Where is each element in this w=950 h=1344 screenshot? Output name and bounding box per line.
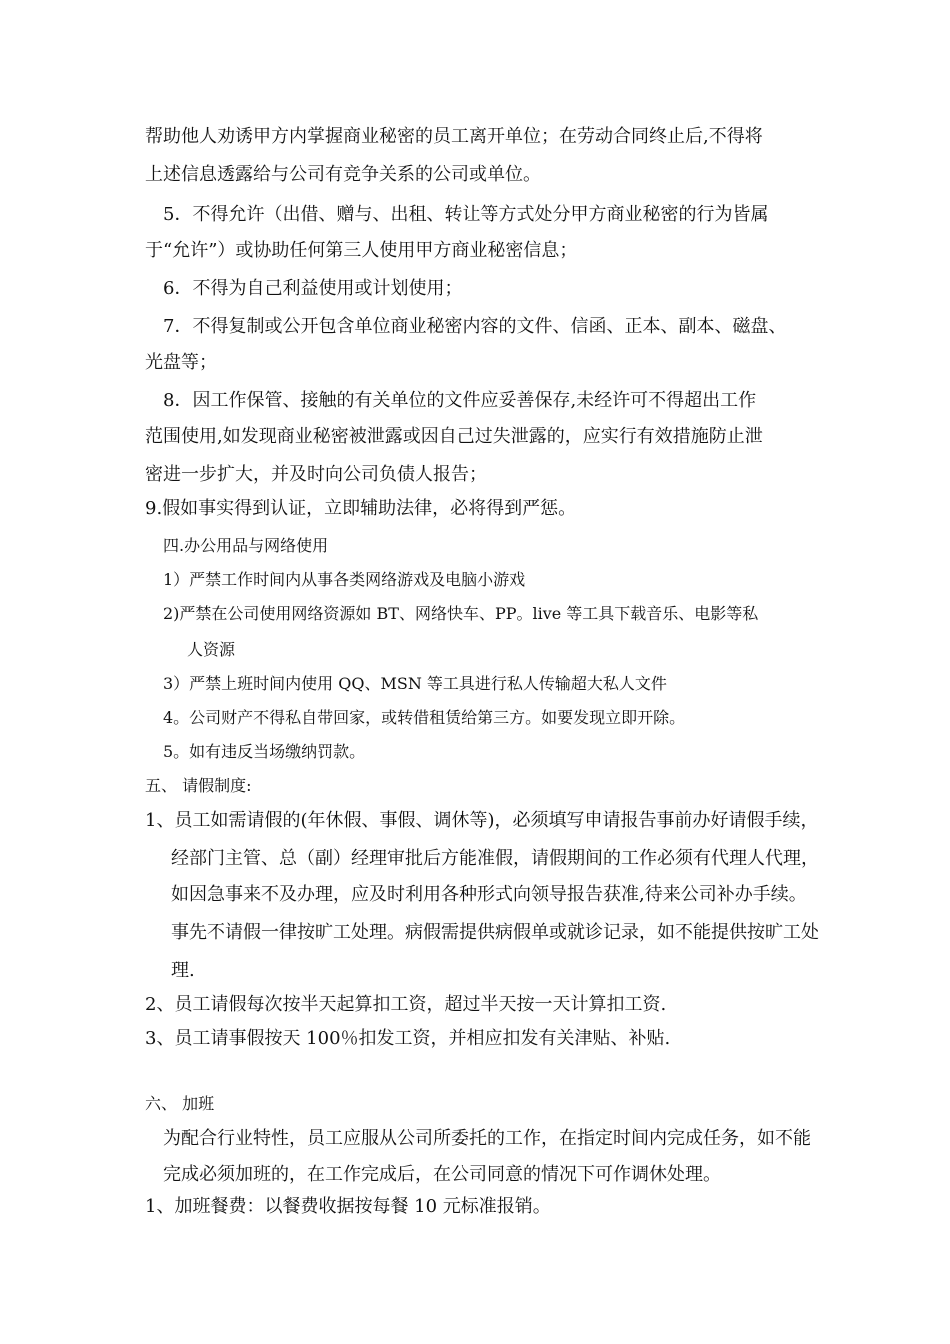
paragraph-line: 上述信息透露给与公司有竞争关系的公司或单位。 <box>145 164 541 185</box>
list-item-4: 4。公司财产不得私自带回家，或转借租赁给第三方。如要发现立即开除。 <box>163 708 686 727</box>
list-item-1-continued: 经部门主管、总（副）经理审批后方能准假，请假期间的工作必须有代理人代理， <box>171 848 819 869</box>
list-item-5: 5。如有违反当场缴纳罚款。 <box>163 742 366 761</box>
list-item-3: 3、员工请事假按天 100％扣发工资，并相应扣发有关津贴、补贴. <box>145 1028 671 1049</box>
list-item-2: 2)严禁在公司使用网络资源如 BT、网络快车、PP。live 等工具下载音乐、电影等私 <box>163 604 759 623</box>
list-item-7-continued: 光盘等； <box>145 352 217 373</box>
section-heading-six: 六、 加班 <box>145 1094 215 1113</box>
list-item-8-continued: 范围使用,如发现商业秘密被泄露或因自己过失泄露的，应实行有效措施防止泄 <box>145 426 763 447</box>
list-item-5: 5．不得允许（出借、赠与、出租、转让等方式处分甲方商业秘密的行为皆属 <box>163 204 769 225</box>
paragraph-line: 帮助他人劝诱甲方内掌握商业秘密的员工离开单位；在劳动合同终止后,不得将 <box>145 126 763 147</box>
list-item-7: 7．不得复制或公开包含单位商业秘密内容的文件、信函、正本、副本、磁盘、 <box>163 316 787 337</box>
list-item-1-continued: 如因急事来不及办理，应及时利用各种形式向领导报告获准,待来公司补办手续。 <box>171 884 807 905</box>
list-item-3: 3）严禁上班时间内使用 QQ、MSN 等工具进行私人传输超大私人文件 <box>163 674 667 693</box>
paragraph-line: 为配合行业特性，员工应服从公司所委托的工作，在指定时间内完成任务，如不能 <box>163 1128 811 1149</box>
list-item-1: 1、加班餐费：以餐费收据按每餐 10 元标准报销。 <box>145 1196 551 1217</box>
list-item-5-continued: 于“允许”）或协助任何第三人使用甲方商业秘密信息； <box>145 240 578 261</box>
list-item-9: 9.假如事实得到认证，立即辅助法律，必将得到严惩。 <box>145 498 577 519</box>
list-item-1-continued: 理. <box>171 960 195 981</box>
section-heading-four: 四.办公用品与网络使用 <box>163 536 329 555</box>
section-heading-five: 五、 请假制度: <box>145 776 252 795</box>
list-item-8-continued: 密进一步扩大，并及时向公司负债人报告； <box>145 464 487 485</box>
list-item-2: 2、员工请假每次按半天起算扣工资，超过半天按一天计算扣工资. <box>145 994 667 1015</box>
list-item-1: 1、员工如需请假的(年休假、事假、调休等)，必须填写申请报告事前办好请假手续， <box>145 810 819 831</box>
list-item-8: 8．因工作保管、接触的有关单位的文件应妥善保存,未经许可不得超出工作 <box>163 390 757 411</box>
list-item-1-continued: 事先不请假一律按旷工处理。病假需提供病假单或就诊记录，如不能提供按旷工处 <box>171 922 819 943</box>
list-item-6: 6．不得为自己利益使用或计划使用； <box>163 278 463 299</box>
list-item-1: 1）严禁工作时间内从事各类网络游戏及电脑小游戏 <box>163 570 526 589</box>
list-item-2-continued: 人资源 <box>187 640 236 659</box>
paragraph-line: 完成必须加班的，在工作完成后，在公司同意的情况下可作调休处理。 <box>163 1164 721 1185</box>
